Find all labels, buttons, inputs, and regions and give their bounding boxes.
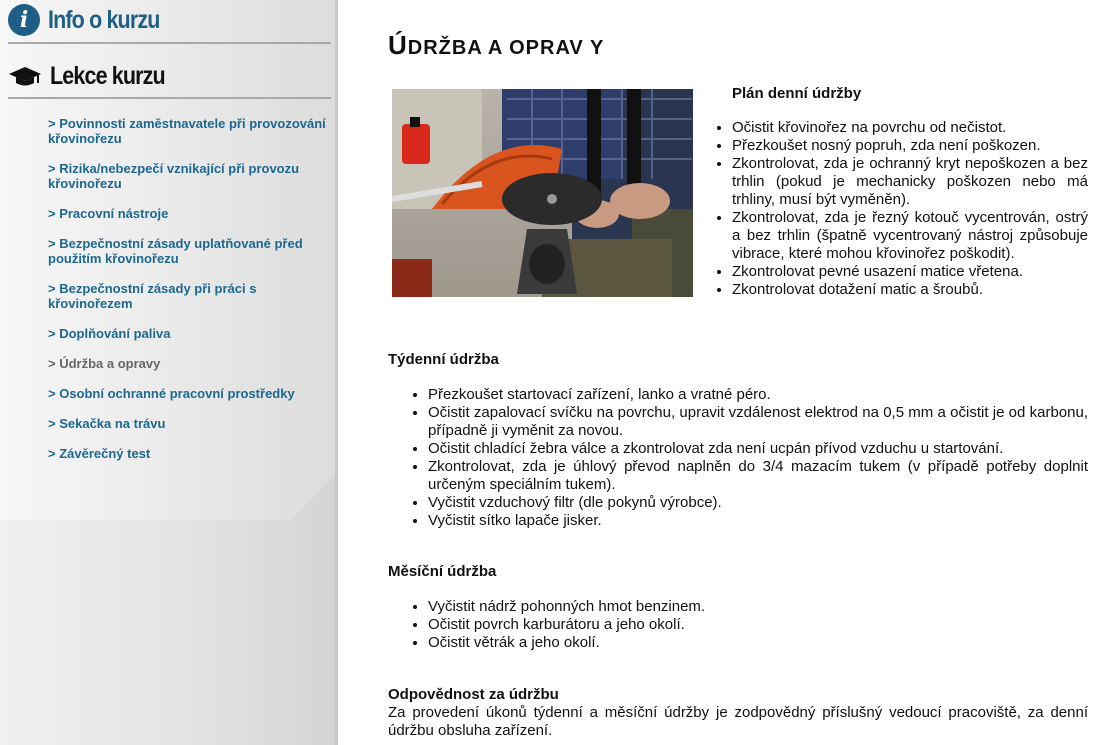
daily-maintenance-heading: Plán denní údržby	[732, 85, 862, 102]
nav-item-zaverecny-test[interactable]: > Závěrečný test	[48, 446, 151, 461]
page-title: ÚDRŽBA A OPRAV Y	[388, 30, 605, 60]
info-icon: i	[8, 4, 40, 36]
lekce-kurzu-header	[8, 62, 331, 99]
monthly-maintenance-section	[388, 563, 1088, 652]
main-content	[388, 0, 1088, 745]
lesson-nav	[48, 116, 328, 476]
nav-item-sekacka[interactable]: > Sekačka na trávu	[48, 416, 166, 431]
list-item: • Vyčistit nádrž pohonných hmot benzinem.	[428, 598, 1088, 616]
weekly-maintenance-list	[388, 386, 1088, 530]
weekly-maintenance-section	[388, 351, 1088, 530]
lekce-kurzu-title: Lekce kurzu	[50, 62, 165, 90]
list-item: • Přezkoušet nosný popruh, zda není poškozen.	[732, 137, 1088, 155]
list-item: • Očistit větrák a jeho okolí.	[428, 634, 1088, 652]
info-o-kurzu-link[interactable]	[8, 4, 331, 44]
responsibility-text: Za provedení úkonů týdenní a měsíční údržby je zodpovědný příslušný vedoucí pracoviště, za denní údržbu obsluha zařízení.	[388, 704, 1088, 739]
list-item: • Očistit zapalovací svíčku na povrchu, upravit vzdálenost elektrod na 0,5 mm a očistit je od karbonu, případně ji vyměnit za novou.	[428, 404, 1088, 440]
list-item: • Očistit křovinořez na povrchu od nečistot.	[732, 119, 1088, 137]
nav-item-rizika[interactable]: > Rizika/nebezpečí vznikající při provozu křovinořezu	[48, 161, 300, 191]
list-item: • Zkontrolovat dotažení matic a šroubů.	[732, 281, 1088, 299]
list-item: • Zkontrolovat pevné usazení matice vřetena.	[732, 263, 1088, 281]
responsibility-section	[388, 686, 1088, 740]
list-item: • Zkontrolovat, zda je ochranný kryt nepoškozen a bez trhlin (pokud je mechanicky poškozen nebo má trhliny, musí být vyměněn).	[732, 155, 1088, 209]
daily-maintenance-section	[702, 85, 1088, 299]
nav-item-pracovni-nastroje[interactable]: > Pracovní nástroje	[48, 206, 169, 221]
nav-item-oopp[interactable]: > Osobní ochranné pracovní prostředky	[48, 386, 295, 401]
page-title-rest: DRŽBA A OPRAV	[407, 37, 584, 59]
monthly-maintenance-list	[388, 598, 1088, 652]
page-title-initial: Ú	[388, 30, 408, 60]
info-o-kurzu-title: Info o kurzu	[48, 5, 160, 34]
weekly-maintenance-heading: Týdenní údržba	[388, 351, 499, 368]
list-item: • Očistit chladící žebra válce a zkontrolovat zda není ucpán přívod vzduchu u startování.	[428, 440, 1088, 458]
list-item: • Přezkoušet startovací zařízení, lanko a vratné péro.	[428, 386, 1088, 404]
daily-maintenance-list	[702, 119, 1088, 299]
list-item: • Zkontrolovat, zda je řezný kotouč vycentrován, ostrý a bez trhlin (špatně vycentrovaný nástroj způsobuje vibrace, které mohou křovinořez poškodit).	[732, 209, 1088, 263]
monthly-maintenance-heading: Měsíční údržba	[388, 563, 497, 580]
graduation-cap-icon	[8, 65, 42, 89]
nav-item-doplnovani-paliva[interactable]: > Doplňování paliva	[48, 326, 171, 341]
responsibility-heading: Odpovědnost za údržbu	[388, 686, 559, 703]
list-item: • Vyčistit vzduchový filtr (dle pokynů výrobce).	[428, 494, 1088, 512]
nav-item-udrzba-a-opravy: > Údržba a opravy	[48, 356, 161, 371]
nav-item-zasady-pred-pouzitim[interactable]: > Bezpečnostní zásady uplatňované před použitím křovinořezu	[48, 236, 303, 266]
nav-item-povinnosti[interactable]: > Povinnosti zaměstnavatele při provozování křovinořezu	[48, 116, 326, 146]
sidebar	[0, 0, 338, 745]
nav-item-zasady-pri-praci[interactable]: > Bezpečnostní zásady při práci s křovinořezem	[48, 281, 257, 311]
maintenance-photo	[392, 89, 693, 297]
sidebar-divider	[335, 0, 338, 745]
list-item: • Zkontrolovat, zda je úhlový převod naplněn do 3/4 mazacím tukem (v případě potřeby doplnit určeným speciálním tukem).	[428, 458, 1088, 494]
list-item: • Očistit povrch karburátoru a jeho okolí.	[428, 616, 1088, 634]
list-item: • Vyčistit sítko lapače jisker.	[428, 512, 1088, 530]
